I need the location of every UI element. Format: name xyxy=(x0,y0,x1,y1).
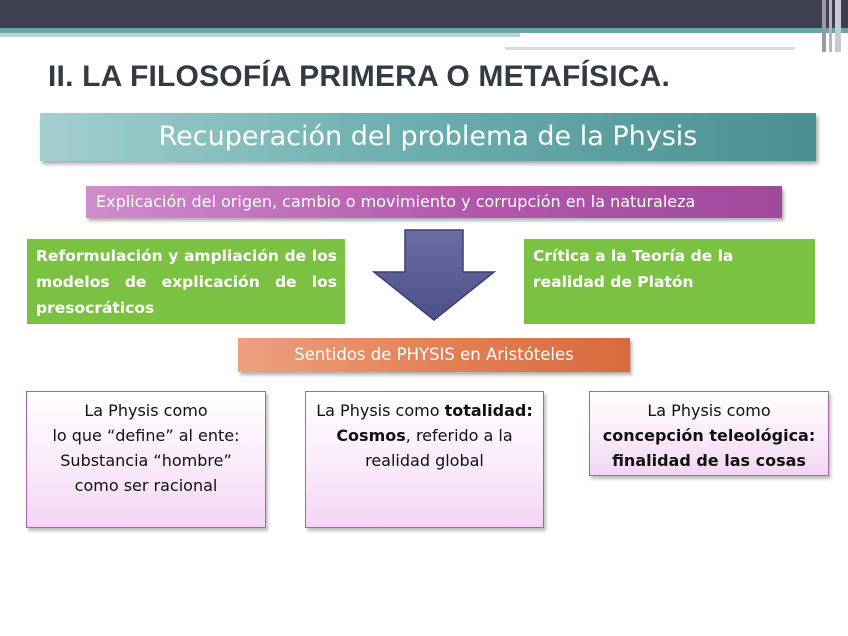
box2-bold-text: : xyxy=(526,401,533,420)
box1-line: La Physis como xyxy=(84,401,208,420)
decorative-vertical-bar xyxy=(822,0,826,52)
box3-bold-text: finalidad de las cosas xyxy=(612,451,806,470)
box2-line xyxy=(306,398,543,423)
physis-teleologica-box xyxy=(589,391,829,476)
decorative-vertical-bar xyxy=(835,0,841,52)
box3-line: La Physis como xyxy=(647,401,771,420)
physis-totalidad-box xyxy=(305,391,544,528)
box1-line: como ser racional xyxy=(74,476,218,495)
down-arrow-icon xyxy=(372,228,496,322)
physis-banner: Recuperación del problema de la Physis xyxy=(40,113,816,161)
sentidos-physis-box: Sentidos de PHYSIS en Aristóteles xyxy=(238,338,630,372)
slide-title: II. LA FILOSOFÍA PRIMERA O METAFÍSICA. xyxy=(48,60,671,93)
top-decorative-bar xyxy=(0,0,848,28)
box2-line xyxy=(306,423,543,448)
box1-line: lo que “define” al ente: xyxy=(52,426,240,445)
critica-platon-box: Crítica a la Teoría de la realidad de Platón xyxy=(524,239,815,324)
box2-text: La Physis como xyxy=(316,401,445,420)
reformulacion-box: Reformulación y ampliación de los modelos de explicación de los presocráticos xyxy=(27,239,345,324)
box2-line: realidad global xyxy=(365,451,484,470)
box3-line xyxy=(590,423,828,448)
top-light-stripe xyxy=(0,33,520,37)
decorative-line xyxy=(505,47,795,50)
box2-bold-text: Cosmos xyxy=(336,426,406,445)
physis-define-box xyxy=(26,391,266,528)
box1-line: Substancia “hombre” xyxy=(60,451,232,470)
box2-text: , referido a la xyxy=(405,426,513,445)
box3-bold-text: concepción teleológica: xyxy=(602,426,816,445)
explicacion-box: Explicación del origen, cambio o movimiento y corrupción en la naturaleza xyxy=(86,186,782,218)
decorative-vertical-bar xyxy=(829,0,832,52)
box2-bold-text: totalidad xyxy=(444,401,527,420)
box3-line xyxy=(590,448,828,473)
